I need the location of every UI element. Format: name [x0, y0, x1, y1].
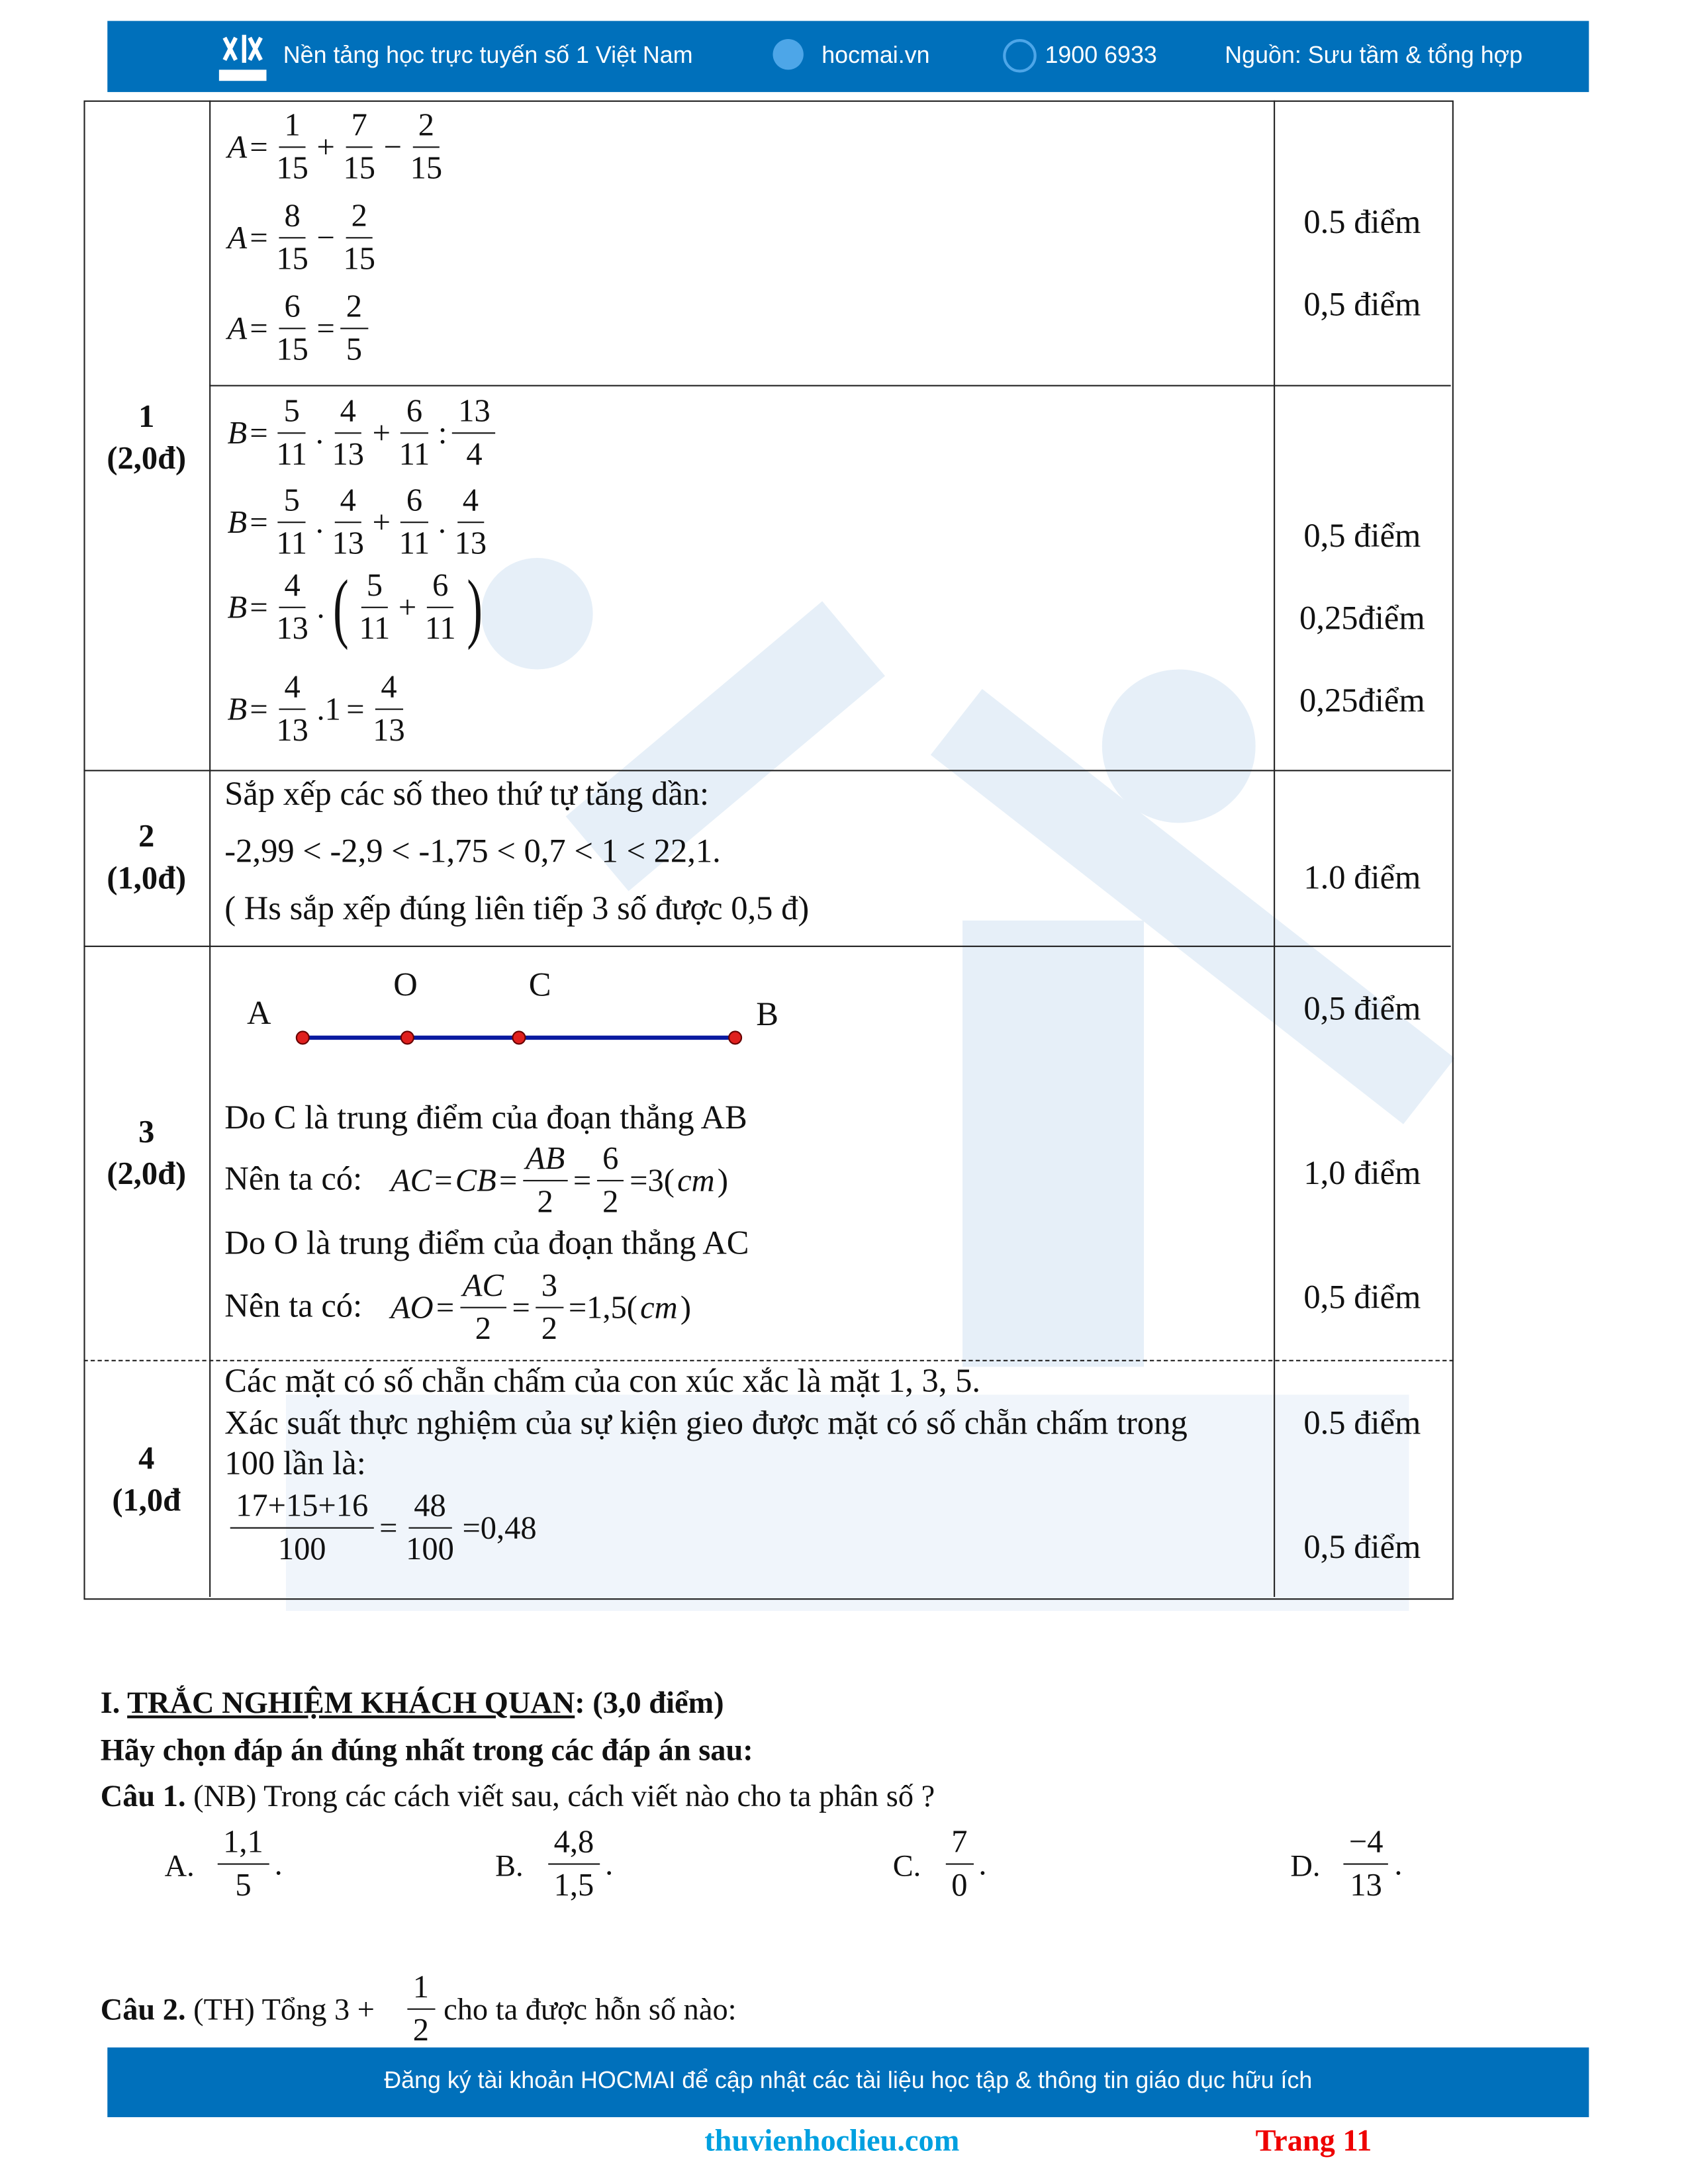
fraction	[273, 480, 310, 565]
denominator	[407, 148, 445, 189]
math-symbol: 2	[412, 2012, 430, 2048]
fraction	[340, 105, 378, 190]
fraction	[218, 1821, 269, 1907]
row3-math1	[391, 1138, 731, 1224]
math-symbol: 15	[276, 332, 308, 367]
math-variable: AC	[391, 1162, 432, 1198]
math-symbol: 2	[602, 1184, 619, 1219]
math-symbol: +	[372, 504, 391, 539]
math-symbol: 6	[284, 289, 301, 324]
row1-a-line1	[228, 105, 448, 190]
math-symbol: 2	[418, 107, 434, 142]
math-symbol: −	[316, 219, 335, 255]
score: 0.5 điểm	[1303, 205, 1421, 242]
math-symbol: 5	[283, 393, 300, 428]
math-symbol: 13	[458, 393, 491, 428]
math-symbol: −	[383, 128, 402, 164]
math-symbol: 1	[284, 107, 301, 142]
math-symbol: =	[250, 310, 268, 345]
numerator	[408, 1485, 451, 1528]
math-symbol: −4	[1348, 1824, 1383, 1860]
label-b: B	[756, 997, 778, 1034]
math-symbol: +	[398, 589, 417, 625]
fraction	[273, 390, 310, 476]
math-symbol: 48	[414, 1488, 446, 1524]
math-symbol: 17+15+16	[236, 1488, 369, 1524]
row3-points: (2,0đ)	[107, 1156, 187, 1191]
fraction	[273, 195, 311, 281]
question-2-fraction	[404, 1966, 438, 2052]
question-text: (NB) Trong các cách viết sau, cách viết nào cho ta phân số ?	[185, 1778, 935, 1813]
label-o: O	[393, 968, 418, 1005]
denominator	[451, 523, 489, 565]
segment-diagram	[209, 948, 837, 1074]
row2-number: 2	[138, 819, 155, 854]
math-symbol: 6	[602, 1140, 619, 1176]
row1-a-line2	[228, 195, 381, 281]
math-symbol: 7	[951, 1824, 968, 1860]
row4-math	[228, 1485, 539, 1570]
math-symbol: 4	[340, 482, 356, 518]
math-symbol: 5	[283, 482, 300, 518]
numerator	[375, 666, 402, 709]
math-symbol: 13	[1350, 1867, 1382, 1903]
section-title-text: TRẮC NGHIỆM KHÁCH QUAN	[127, 1684, 575, 1720]
question-label: Câu 1.	[100, 1778, 186, 1813]
math-variable: B	[227, 504, 248, 539]
option-b[interactable]	[545, 1821, 616, 1907]
numerator	[279, 195, 306, 238]
row1-b-line3	[228, 565, 488, 650]
question-text: (TH) Tổng 3 +	[185, 1991, 375, 2027]
numerator	[334, 480, 361, 523]
math-symbol: 11	[359, 611, 391, 646]
row1-b-line1	[228, 390, 499, 476]
fraction	[548, 1821, 599, 1907]
fraction	[460, 1265, 506, 1350]
math-symbol: =	[250, 414, 268, 450]
parenthesis-group	[328, 565, 488, 650]
math-symbol: 2	[537, 1184, 553, 1219]
math-symbol: 1,5	[553, 1867, 594, 1903]
point-c	[512, 1031, 525, 1044]
math-symbol: =	[250, 589, 268, 625]
fraction	[523, 1138, 568, 1224]
math-symbol: =	[498, 1162, 518, 1198]
option-c[interactable]	[943, 1821, 990, 1907]
fraction	[403, 1485, 457, 1570]
denominator	[473, 1308, 494, 1350]
math-variable: AB	[525, 1140, 565, 1176]
row2-line: ( Hs sắp xếp đúng liên tiếp 3 số được 0,5 đ)	[224, 891, 810, 928]
math-symbol: =	[379, 1510, 398, 1545]
math-variable: A	[227, 128, 248, 164]
math-symbol: 15	[276, 241, 308, 277]
numerator	[427, 565, 454, 608]
label-c: C	[528, 968, 551, 1005]
denominator	[273, 433, 310, 475]
math-symbol: =	[434, 1162, 453, 1198]
fraction	[1343, 1821, 1388, 1907]
footer-bar	[107, 2048, 1589, 2117]
numerator	[400, 480, 428, 523]
math-symbol: =0,48	[462, 1510, 537, 1545]
question-1	[101, 1777, 935, 1816]
denominator	[600, 1181, 622, 1223]
row3-line: Do O là trung điểm của đoạn thẳng AC	[224, 1226, 749, 1263]
math-symbol: 13	[454, 525, 487, 561]
math-symbol: .	[274, 1846, 283, 1881]
row3-number: 3	[138, 1114, 155, 1150]
math-symbol: =	[250, 504, 268, 539]
section-number: I.	[100, 1684, 128, 1720]
footer-site[interactable]: thuvienhoclieu.com	[704, 2122, 960, 2158]
score: 1,0 điểm	[1303, 1156, 1421, 1193]
math-variable: A	[227, 219, 248, 255]
row2-line: Sắp xếp các số theo thứ tự tăng dần:	[224, 776, 710, 813]
option-a-letter[interactable]: A.	[164, 1848, 195, 1883]
math-symbol: .	[1394, 1846, 1403, 1881]
point-a	[297, 1031, 309, 1044]
fraction	[453, 390, 496, 476]
math-symbol: 5	[235, 1867, 252, 1903]
row3-prefix: Nên ta có:	[224, 1289, 363, 1326]
section-title	[101, 1684, 724, 1723]
math-symbol: 13	[332, 525, 364, 561]
numerator	[361, 565, 388, 608]
math-symbol: 4	[284, 567, 301, 603]
math-symbol: 4	[462, 482, 479, 518]
denominator	[273, 608, 311, 650]
math-variable: CB	[455, 1162, 496, 1198]
row1-b-line2	[228, 480, 492, 565]
math-symbol: 11	[399, 525, 430, 561]
numerator	[407, 1966, 434, 2009]
denominator	[403, 1529, 457, 1570]
fraction	[407, 105, 445, 190]
math-variable: B	[227, 691, 248, 726]
math-symbol: 13	[276, 611, 308, 646]
option-c-letter[interactable]: C.	[892, 1848, 921, 1883]
math-symbol: 2	[346, 289, 362, 324]
math-symbol: 15	[343, 241, 375, 277]
denominator	[340, 148, 378, 189]
fraction	[407, 1966, 434, 2052]
numerator	[334, 390, 361, 433]
footer-text[interactable]: Đăng ký tài khoản HOCMAI để cập nhật các tài liệu học tập & thông tin giáo dục hữu ích	[384, 2067, 1313, 2094]
score: 0,5 điểm	[1303, 518, 1421, 555]
numerator	[279, 666, 306, 709]
denominator	[396, 523, 432, 565]
score: 0.5 điểm	[1303, 1406, 1421, 1443]
math-symbol: =	[316, 310, 335, 345]
math-symbol: 3	[541, 1267, 557, 1303]
denominator	[329, 433, 367, 475]
right-paren: )	[466, 564, 483, 651]
fraction	[370, 666, 408, 752]
math-symbol: 1,1	[223, 1824, 263, 1860]
fraction	[273, 666, 311, 752]
math-symbol: 13	[276, 712, 308, 748]
score: 0,25điểm	[1299, 683, 1425, 720]
math-symbol: .	[605, 1846, 614, 1881]
math-symbol: 5	[346, 332, 362, 367]
math-symbol: 13	[373, 712, 405, 748]
math-symbol: =1,5(	[568, 1289, 637, 1324]
score: 0,5 điểm	[1303, 991, 1421, 1028]
math-symbol: 2	[475, 1310, 492, 1346]
fraction	[329, 390, 367, 476]
numerator	[400, 390, 428, 433]
numerator	[278, 480, 305, 523]
fraction	[396, 480, 432, 565]
header-website[interactable]: hocmai.vn	[821, 42, 930, 69]
numerator	[1343, 1821, 1388, 1864]
question-2	[101, 1990, 375, 2029]
row3-line: Do C là trung điểm của đoạn thẳng AB	[224, 1100, 747, 1137]
fraction	[422, 565, 459, 650]
math-symbol: )	[680, 1289, 692, 1324]
fraction	[273, 565, 311, 650]
denominator	[539, 1308, 561, 1350]
math-symbol: 100	[277, 1531, 326, 1567]
page-number: Trang 11	[1255, 2122, 1372, 2158]
numerator	[946, 1821, 973, 1864]
math-symbol: =	[250, 128, 268, 164]
math-symbol: 11	[399, 436, 430, 472]
math-symbol: =	[436, 1289, 455, 1324]
denominator	[370, 710, 408, 752]
math-symbol: .	[978, 1846, 987, 1881]
fraction	[230, 1485, 374, 1570]
denominator	[273, 148, 311, 189]
math-symbol: .	[316, 589, 325, 625]
left-paren: (	[332, 564, 349, 651]
score: 0,5 điểm	[1303, 1280, 1421, 1317]
denominator	[273, 238, 311, 280]
header-hotline: 1900 6933	[1045, 42, 1157, 69]
numerator	[548, 1821, 599, 1864]
row1-b-line4	[228, 666, 411, 752]
denominator	[1347, 1865, 1385, 1907]
math-symbol: 100	[406, 1531, 454, 1567]
score: 0,5 điểm	[1303, 287, 1421, 324]
header-bar	[107, 21, 1589, 92]
math-symbol: .1	[316, 691, 341, 726]
row1-points: (2,0đ)	[107, 440, 187, 476]
math-symbol: +	[316, 128, 335, 164]
math-symbol: 4,8	[553, 1824, 594, 1860]
denominator	[410, 2010, 432, 2052]
numerator	[460, 1265, 506, 1308]
row4-number: 4	[138, 1440, 155, 1476]
option-b-letter[interactable]: B.	[495, 1848, 524, 1883]
row1-number: 1	[138, 398, 155, 434]
math-variable: AC	[462, 1267, 504, 1303]
point-b	[729, 1031, 741, 1044]
math-symbol: 15	[410, 150, 443, 186]
row4-line: Xác suất thực nghiệm của sự kiện gieo được mặt có số chẵn chấm trong	[224, 1406, 1188, 1443]
row2-line: -2,99 < -2,9 < -1,75 < 0,7 < 1 < 22,1.	[224, 834, 721, 871]
denominator	[275, 1529, 329, 1570]
option-d-letter[interactable]: D.	[1290, 1848, 1321, 1883]
math-symbol: =	[512, 1289, 530, 1324]
math-symbol: 11	[276, 436, 308, 472]
math-variable: B	[227, 589, 248, 625]
option-d[interactable]	[1340, 1821, 1405, 1907]
math-symbol: 15	[276, 150, 308, 186]
math-symbol: =	[250, 219, 268, 255]
numerator	[230, 1485, 374, 1528]
fraction	[273, 286, 311, 371]
math-symbol: 11	[276, 525, 308, 561]
numerator	[346, 105, 373, 148]
math-symbol: 8	[284, 198, 301, 233]
denominator	[329, 523, 367, 565]
math-symbol: =	[250, 691, 268, 726]
math-symbol: 4	[381, 669, 397, 705]
denominator	[949, 1865, 970, 1907]
score: 0,25điểm	[1299, 601, 1425, 638]
numerator	[412, 105, 440, 148]
numerator	[453, 390, 496, 433]
math-symbol: 2	[351, 198, 367, 233]
denominator	[343, 329, 365, 371]
row2-points: (1,0đ)	[107, 860, 187, 895]
label-a: A	[247, 995, 271, 1032]
denominator	[422, 608, 459, 650]
math-symbol: 1	[412, 1969, 430, 2005]
math-symbol: 6	[406, 482, 423, 518]
denominator	[273, 329, 311, 371]
math-variable: AO	[391, 1289, 434, 1324]
section-points: : (3,0 điểm)	[575, 1684, 724, 1720]
fraction	[340, 286, 367, 371]
math-symbol: 6	[406, 393, 423, 428]
numerator	[278, 390, 305, 433]
denominator	[273, 523, 310, 565]
question-text: cho ta được hỗn số nào:	[444, 1991, 737, 2027]
numerator	[597, 1138, 624, 1181]
math-symbol: .	[315, 414, 324, 450]
header-source: Nguồn: Sưu tầm & tổng hợp	[1225, 42, 1523, 69]
numerator	[279, 105, 306, 148]
row4-line: 100 lần là:	[224, 1446, 366, 1483]
row4-points: (1,0đ	[112, 1482, 181, 1518]
math-symbol: 2	[541, 1310, 557, 1346]
numerator	[279, 565, 306, 608]
option-a[interactable]	[215, 1821, 285, 1907]
math-symbol: 6	[432, 567, 449, 603]
hocmai-logo	[216, 29, 269, 82]
numerator	[523, 1138, 568, 1181]
fraction	[329, 480, 367, 565]
math-variable: cm	[677, 1162, 715, 1198]
numerator	[346, 195, 373, 238]
fraction	[340, 195, 378, 281]
fraction	[597, 1138, 624, 1224]
fraction	[396, 390, 432, 476]
score: 1.0 điểm	[1303, 860, 1421, 897]
fraction	[273, 105, 311, 190]
header-slogan: Nền tảng học trực tuyến số 1 Việt Nam	[283, 42, 693, 69]
math-variable: A	[227, 310, 248, 345]
denominator	[534, 1181, 556, 1223]
math-symbol: 11	[424, 611, 456, 646]
fraction	[356, 565, 393, 650]
fraction	[536, 1265, 563, 1350]
denominator	[396, 433, 432, 475]
math-symbol: =3(	[630, 1162, 675, 1198]
numerator	[457, 480, 484, 523]
math-variable: cm	[640, 1289, 678, 1324]
instruction: Hãy chọn đáp án đúng nhất trong các đáp án sau:	[100, 1732, 753, 1768]
math-symbol: .	[315, 504, 324, 539]
math-symbol: 13	[332, 436, 364, 472]
math-symbol: 7	[351, 107, 367, 142]
globe-icon	[773, 39, 803, 69]
math-symbol: 4	[466, 436, 483, 472]
denominator	[232, 1865, 254, 1907]
denominator	[340, 238, 378, 280]
numerator	[218, 1821, 269, 1864]
math-symbol: :	[438, 414, 447, 450]
math-symbol: )	[717, 1162, 729, 1198]
denominator	[273, 710, 311, 752]
math-variable: B	[227, 414, 248, 450]
math-symbol: =	[573, 1162, 592, 1198]
numerator	[536, 1265, 563, 1308]
question-label: Câu 2.	[100, 1991, 186, 2027]
math-symbol: 5	[366, 567, 383, 603]
math-symbol: 4	[284, 669, 301, 705]
fraction	[946, 1821, 973, 1907]
row4-line: Các mặt có số chẵn chấm của con xúc xắc là mặt 1, 3, 5.	[224, 1364, 981, 1400]
row3-prefix: Nên ta có:	[224, 1161, 363, 1199]
math-symbol: .	[438, 504, 447, 539]
denominator	[551, 1865, 596, 1907]
math-symbol: 0	[951, 1867, 968, 1903]
math-symbol: 15	[343, 150, 375, 186]
math-symbol: =	[346, 691, 365, 726]
denominator	[356, 608, 393, 650]
row1-a-line3	[228, 286, 371, 371]
math-symbol: 4	[340, 393, 356, 428]
numerator	[279, 286, 306, 329]
denominator	[463, 433, 485, 475]
numerator	[340, 286, 367, 329]
phone-icon	[1003, 39, 1037, 73]
row3-math2	[391, 1265, 694, 1350]
fraction	[451, 480, 489, 565]
point-o	[401, 1031, 414, 1044]
score: 0,5 điểm	[1303, 1529, 1421, 1567]
math-symbol: +	[372, 414, 391, 450]
